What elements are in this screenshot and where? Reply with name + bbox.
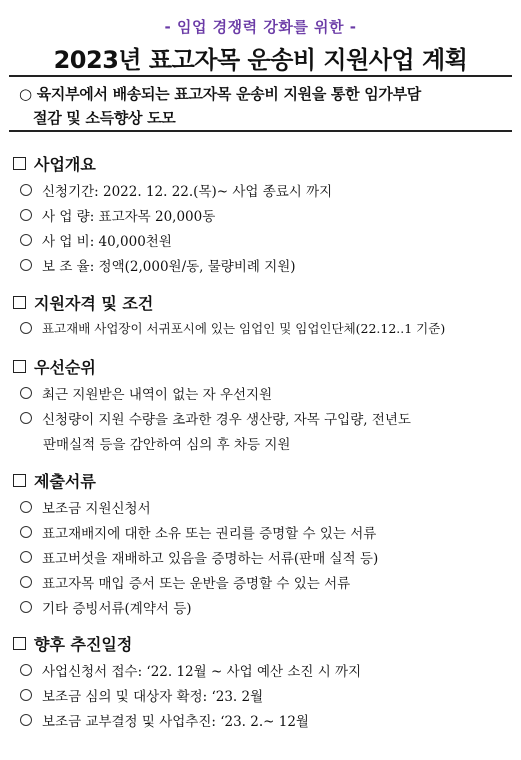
summary-line-1: ○ 육지부에서 배송되는 표고자목 운송비 지원을 통한 임가부담 [19, 85, 421, 103]
circle-bullet-icon [20, 387, 32, 399]
item-text: 표고재배 사업장이 서귀포시에 있는 임업인 및 임업인단체(22.12..1 기준) [42, 321, 446, 336]
circle-bullet-icon [20, 714, 32, 726]
item-text: 신청기간: 2022. 12. 22.(목)~ 사업 종료시 까지 [42, 184, 333, 200]
section-title: 제출서류 [34, 472, 96, 491]
circle-bullet-icon [20, 412, 32, 424]
list-item [20, 230, 172, 250]
item-text: 보조금 심의 및 대상자 확정: ‘23. 2월 [42, 689, 264, 705]
checkbox-icon [13, 474, 26, 487]
list-item [20, 685, 263, 705]
list-item [20, 408, 411, 428]
checkbox-icon [13, 360, 26, 373]
item-text: 보조금 지원신청서 [42, 501, 151, 517]
section-title: 지원자격 및 조건 [34, 294, 154, 313]
item-text: 사 업 비: 40,000천원 [42, 234, 172, 250]
circle-bullet-icon [20, 184, 32, 196]
item-text: 보조금 교부결정 및 사업추진: ‘23. 2.~ 12월 [42, 714, 309, 730]
circle-bullet-icon [20, 526, 32, 538]
list-item [20, 710, 309, 730]
item-text: 사 업 량: 표고자목 20,000동 [42, 209, 216, 225]
list-item [20, 547, 378, 567]
circle-bullet-icon [20, 209, 32, 221]
section-heading-schedule [13, 632, 132, 655]
list-item [20, 205, 215, 225]
section-title: 우선순위 [34, 358, 96, 377]
list-item [20, 497, 151, 517]
circle-bullet-icon [20, 689, 32, 701]
document-subtitle: - 임업 경쟁력 강화를 위한 - [164, 18, 357, 36]
list-item [20, 255, 296, 275]
summary-line-2: 절감 및 소득향상 도모 [33, 109, 176, 127]
list-item [20, 572, 350, 592]
list-item [20, 383, 272, 403]
section-heading-priority [13, 355, 96, 378]
checkbox-icon [13, 296, 26, 309]
document-title: 2023년 표고자목 운송비 지원사업 계획 [53, 46, 468, 74]
section-heading-documents [13, 469, 96, 492]
item-text: 사업신청서 접수: ‘22. 12월 ~ 사업 예산 소진 시 까지 [42, 664, 362, 680]
item-text: 최근 지원받은 내역이 없는 자 우선지원 [42, 387, 273, 403]
item-text: 보 조 율: 정액(2,000원/동, 물량비례 지원) [42, 259, 296, 275]
section-heading-eligibility [13, 291, 153, 314]
item-text: 신청량이 지원 수량을 초과한 경우 생산량, 자목 구입량, 전년도 [42, 412, 411, 428]
item-text: 기타 증빙서류(계약서 등) [42, 601, 192, 617]
circle-bullet-icon [20, 601, 32, 613]
section-title: 사업개요 [34, 155, 96, 174]
circle-bullet-icon [20, 234, 32, 246]
item-text: 표고버섯을 재배하고 있음을 증명하는 서류(판매 실적 등) [42, 551, 379, 567]
circle-bullet-icon [20, 551, 32, 563]
checkbox-icon [13, 157, 26, 170]
list-item [20, 319, 445, 337]
list-item [20, 180, 332, 200]
checkbox-icon [13, 637, 26, 650]
list-item [20, 522, 376, 542]
section-heading-overview [13, 152, 96, 175]
section-title: 향후 추진일정 [34, 635, 133, 654]
item-text: 표고재배지에 대한 소유 또는 권리를 증명할 수 있는 서류 [42, 526, 377, 542]
list-item [20, 597, 192, 617]
circle-bullet-icon [20, 322, 32, 334]
summary-box [9, 75, 512, 132]
list-item-continuation: 판매실적 등을 감안하여 심의 후 차등 지원 [43, 437, 291, 453]
item-text: 표고자목 매입 증서 또는 운반을 증명할 수 있는 서류 [42, 576, 351, 592]
list-item [20, 660, 361, 680]
circle-bullet-icon [20, 259, 32, 271]
circle-bullet-icon [20, 576, 32, 588]
circle-bullet-icon [20, 501, 32, 513]
circle-bullet-icon [20, 664, 32, 676]
